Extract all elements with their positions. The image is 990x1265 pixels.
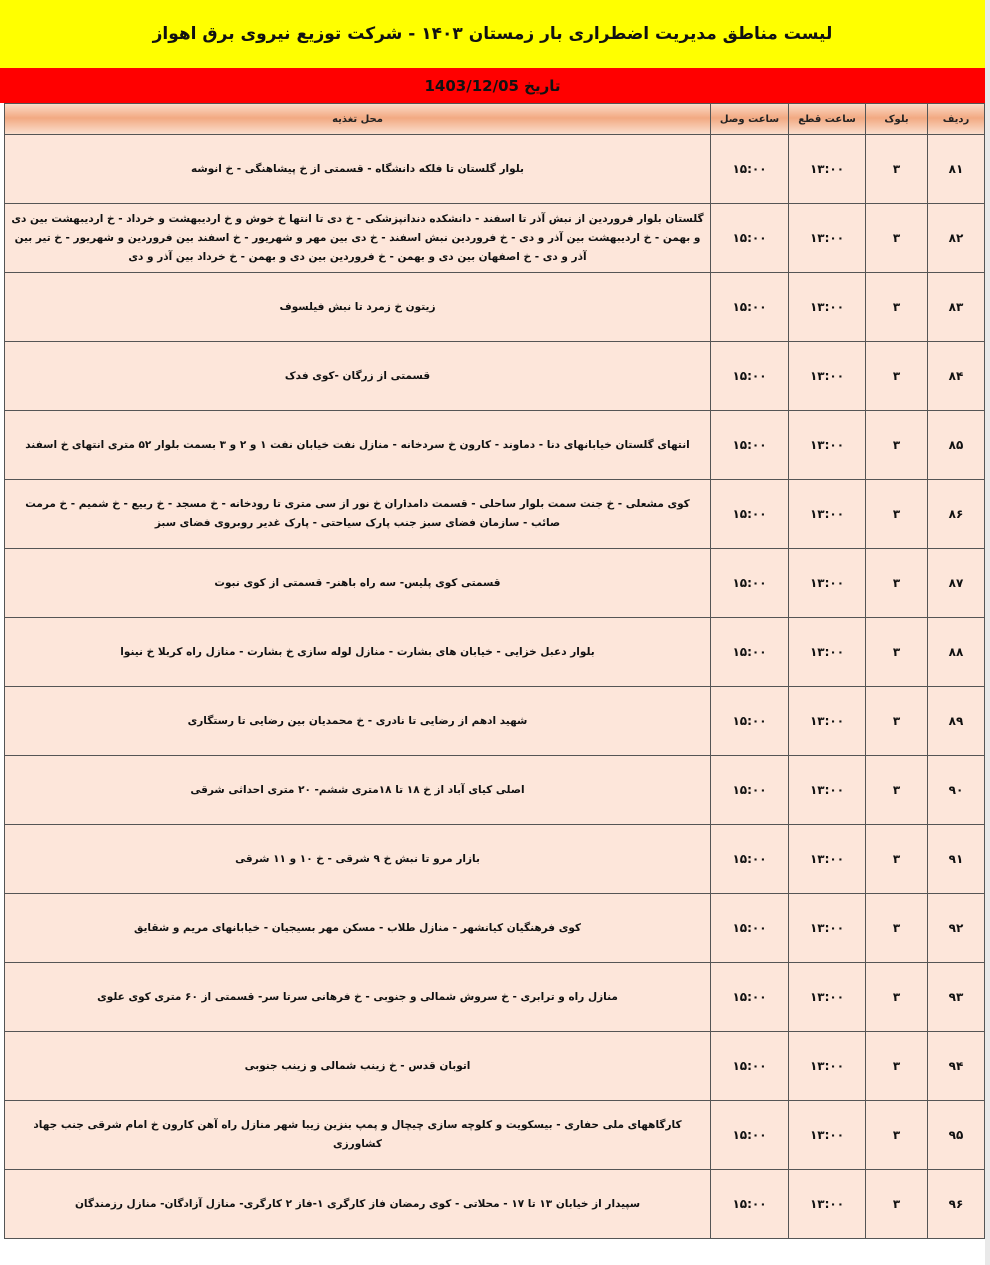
connect-time: ۱۵:۰۰: [711, 1101, 789, 1170]
table-row: [5, 687, 985, 756]
row-number: ۹۴: [928, 1032, 985, 1101]
row-number: ۸۹: [928, 687, 985, 756]
document-title: لیست مناطق مدیریت اضطراری بار زمستان ۱۴۰۳ - شرکت توزیع نیروی برق اهواز: [0, 0, 985, 68]
cut-time: ۱۳:۰۰: [789, 1170, 866, 1239]
location: انتهای گلستان خیابانهای دنا - دماوند - کارون خ سردخانه - منازل نفت خیابان نفت ۱ و ۲ و ۳ بسمت بلوار ۵۲ متری انتهای خ اسفند: [5, 411, 711, 480]
table-row: [5, 1170, 985, 1239]
table-row: [5, 480, 985, 549]
block-number: ۳: [866, 411, 928, 480]
date-banner: تاریخ 1403/12/05: [0, 68, 985, 103]
block-number: ۳: [866, 963, 928, 1032]
cut-time: ۱۳:۰۰: [789, 411, 866, 480]
block-number: ۳: [866, 135, 928, 204]
row-number: ۹۶: [928, 1170, 985, 1239]
cut-time: ۱۳:۰۰: [789, 480, 866, 549]
cut-time: ۱۳:۰۰: [789, 963, 866, 1032]
cut-time: ۱۳:۰۰: [789, 204, 866, 273]
cut-time: ۱۳:۰۰: [789, 894, 866, 963]
table-row: [5, 204, 985, 273]
table-row: [5, 618, 985, 687]
table-row: [5, 273, 985, 342]
cut-time: ۱۳:۰۰: [789, 618, 866, 687]
table-row: [5, 135, 985, 204]
block-number: ۳: [866, 1170, 928, 1239]
connect-time: ۱۵:۰۰: [711, 549, 789, 618]
row-number: ۸۱: [928, 135, 985, 204]
cut-time: ۱۳:۰۰: [789, 756, 866, 825]
connect-time: ۱۵:۰۰: [711, 135, 789, 204]
row-number: ۸۶: [928, 480, 985, 549]
location: کوی مشعلی - خ جنت سمت بلوار ساحلی - قسمت دامداران خ نور از سی متری تا رودخانه - خ مسجد - خ ربیع - خ شمیم - خ مرمت صائب - سازمان فضای سبز جنب پارک سیاحتی - پارک غدیر روبروی فضای سبز: [5, 480, 711, 549]
connect-time: ۱۵:۰۰: [711, 963, 789, 1032]
location: زیتون خ زمرد تا نبش فیلسوف: [5, 273, 711, 342]
row-number: ۸۸: [928, 618, 985, 687]
header-cut-time: ساعت قطع: [789, 104, 866, 135]
cut-time: ۱۳:۰۰: [789, 1101, 866, 1170]
row-number: ۸۳: [928, 273, 985, 342]
cut-time: ۱۳:۰۰: [789, 825, 866, 894]
table-row: [5, 1101, 985, 1170]
cut-time: ۱۳:۰۰: [789, 273, 866, 342]
scrollbar[interactable]: [985, 0, 990, 1265]
table-row: [5, 825, 985, 894]
block-number: ۳: [866, 894, 928, 963]
connect-time: ۱۵:۰۰: [711, 825, 789, 894]
connect-time: ۱۵:۰۰: [711, 480, 789, 549]
connect-time: ۱۵:۰۰: [711, 1170, 789, 1239]
table-row: [5, 963, 985, 1032]
block-number: ۳: [866, 1101, 928, 1170]
table-row: [5, 756, 985, 825]
row-number: ۸۲: [928, 204, 985, 273]
location: بلوار گلستان تا فلکه دانشگاه - قسمتی از خ پیشاهنگی - خ انوشه: [5, 135, 711, 204]
location: منازل راه و ترابری - خ سروش شمالی و جنوبی - خ فرهانی سرتا سر- قسمتی از ۶۰ متری کوی علوی: [5, 963, 711, 1032]
cut-time: ۱۳:۰۰: [789, 342, 866, 411]
table-row: [5, 1032, 985, 1101]
connect-time: ۱۵:۰۰: [711, 894, 789, 963]
block-number: ۳: [866, 273, 928, 342]
block-number: ۳: [866, 687, 928, 756]
table-row: [5, 342, 985, 411]
connect-time: ۱۵:۰۰: [711, 204, 789, 273]
row-number: ۸۷: [928, 549, 985, 618]
location: کوی فرهنگیان کیانشهر - منازل طلاب - مسکن مهر بسیجیان - خیابانهای مریم و شقایق: [5, 894, 711, 963]
location: بازار مرو تا نبش خ ۹ شرقی - خ ۱۰ و ۱۱ شرقی: [5, 825, 711, 894]
cut-time: ۱۳:۰۰: [789, 687, 866, 756]
header-block: بلوک: [866, 104, 928, 135]
block-number: ۳: [866, 480, 928, 549]
location: گلستان بلوار فروردین از نبش آذر تا اسفند - دانشکده دندانپزشکی - خ دی تا انتها خ خوش و خ اردیبهشت و خرداد - خ اردیبهشت بین دی و بهمن - خ اردیبهشت بین آذر و دی - خ فروردین نبش اسفند - خ دی بین مهر و شهریور - خ اسفند بین فروردین و شهریور - خ تیر بین آذر و دی - خ اصفهان بین دی و بهمن - خ فروردین بین دی و بهمن - خ خرداد بین آذر و دی: [5, 204, 711, 273]
table-row: [5, 549, 985, 618]
row-number: ۸۵: [928, 411, 985, 480]
header-row-number: ردیف: [928, 104, 985, 135]
connect-time: ۱۵:۰۰: [711, 687, 789, 756]
connect-time: ۱۵:۰۰: [711, 618, 789, 687]
block-number: ۳: [866, 342, 928, 411]
connect-time: ۱۵:۰۰: [711, 1032, 789, 1101]
block-number: ۳: [866, 756, 928, 825]
row-number: ۸۴: [928, 342, 985, 411]
connect-time: ۱۵:۰۰: [711, 273, 789, 342]
block-number: ۳: [866, 825, 928, 894]
location: سپیدار از خیابان ۱۳ تا ۱۷ - محلاتی - کوی رمضان فاز کارگری ۱-فاز ۲ کارگری- منازل آزادگان- منازل رزمندگان: [5, 1170, 711, 1239]
row-number: ۹۰: [928, 756, 985, 825]
location: شهید ادهم از رضایی تا نادری - خ محمدیان بین رضایی تا رستگاری: [5, 687, 711, 756]
table-row: [5, 894, 985, 963]
row-number: ۹۱: [928, 825, 985, 894]
row-number: ۹۲: [928, 894, 985, 963]
cut-time: ۱۳:۰۰: [789, 1032, 866, 1101]
block-number: ۳: [866, 618, 928, 687]
location: کارگاههای ملی حفاری - بیسکویت و کلوچه سازی چیچال و پمپ بنزین زیبا شهر منازل راه آهن کارون خ امام شرقی جنب جهاد کشاورزی: [5, 1101, 711, 1170]
block-number: ۳: [866, 204, 928, 273]
connect-time: ۱۵:۰۰: [711, 756, 789, 825]
location: قسمتی کوی پلیس- سه راه باهنر- قسمتی از کوی نبوت: [5, 549, 711, 618]
cut-time: ۱۳:۰۰: [789, 549, 866, 618]
location: بلوار دعبل خزایی - خیابان های بشارت - منازل لوله سازی خ بشارت - منازل راه کربلا خ نینوا: [5, 618, 711, 687]
header-location: محل تغذیه: [5, 104, 711, 135]
outage-table: [4, 103, 985, 1239]
connect-time: ۱۵:۰۰: [711, 342, 789, 411]
connect-time: ۱۵:۰۰: [711, 411, 789, 480]
location: اصلی کیای آباد از خ ۱۸ تا ۱۸متری ششم- ۲۰ متری احداثی شرقی: [5, 756, 711, 825]
row-number: ۹۵: [928, 1101, 985, 1170]
cut-time: ۱۳:۰۰: [789, 135, 866, 204]
location: قسمتی از زرگان -کوی فدک: [5, 342, 711, 411]
row-number: ۹۳: [928, 963, 985, 1032]
block-number: ۳: [866, 1032, 928, 1101]
location: اتوبان قدس - خ زینب شمالی و زینب جنوبی: [5, 1032, 711, 1101]
header-connect-time: ساعت وصل: [711, 104, 789, 135]
table-header-row: [5, 104, 985, 135]
block-number: ۳: [866, 549, 928, 618]
table-row: [5, 411, 985, 480]
